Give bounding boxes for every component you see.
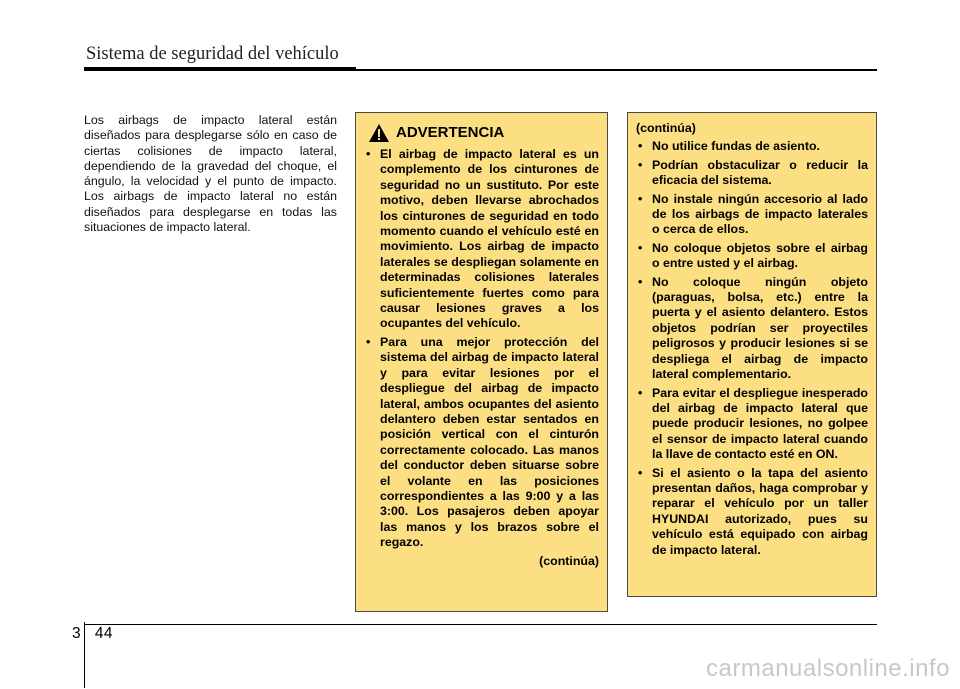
page-number [72,625,113,643]
header-rule [84,67,356,71]
continuation-item: • No instale ningún accesorio al lado de los airbags de impacto laterales o cerca de ellos. [636,192,868,238]
continuation-item: • No utilice fundas de asiento. [636,139,868,154]
warning-header [368,123,599,143]
continuation-item: • Podrían obstaculizar o reducir la eficacia del sistema. [636,158,868,189]
warning-list [364,147,599,551]
continuation-list [636,139,868,558]
warning-box [355,112,608,612]
warning-item: • Para una mejor protección del sistema del airbag de impacto lateral y para evitar lesiones por el despliegue del airbag de impacto lateral, ambos ocupantes del asiento delantero deben estar sentados en posición vertical con el cinturón correctamente colocado. Las manos del conductor deben situarse sobre el volante en las posiciones correspondientes a las 9:00 y a las 3:00. Los pasajeros deben apoyar las manos y los brazos sobre el regazo. [364,335,599,551]
continuation-item: • No coloque objetos sobre el airbag o entre usted y el airbag. [636,241,868,272]
continuation-box [627,112,877,597]
page-title: Sistema de seguridad del vehículo [86,44,339,64]
continuation-item: • Si el asiento o la tapa del asiento presentan daños, haga comprobar y reparar el vehículo por un taller HYUNDAI autorizado, pues su vehículo está equipado con airbag de impacto lateral. [636,466,868,558]
chapter-number: 3 [72,625,81,642]
continuation-item: • No coloque ningún objeto (paraguas, bolsa, etc.) entre la puerta y el asiento delantero. Estos objetos podrían ser proyectiles peligrosos y producir lesiones si se despliega el airbag de impacto lateral complementario. [636,275,868,383]
continues-label: (continúa) [539,553,599,568]
continuation-item: • Para evitar el despliegue inesperado del airbag de impacto lateral que puede producir lesiones, no golpee el sensor de impacto lateral cuando la llave de contacto esté en ON. [636,386,868,463]
warning-title: ADVERTENCIA [396,124,505,142]
footer-rule [84,624,877,625]
intro-paragraph: Los airbags de impacto lateral están diseñados para desplegarse sólo en caso de ciertas colisiones de impacto lateral, dependiendo de la gravedad del choque, el ángulo, la velocidad y el punto de impacto. Los airbags de impacto lateral no están diseñados para desplegarse en todas las situaciones de impacto lateral. [84,113,337,235]
warning-item: • El airbag de impacto lateral es un complemento de los cinturones de seguridad no un sustituto. Por este motivo, deben llevarse abrochados los cinturones de seguridad en todo momento cuando el vehículo esté en movimiento. Los airbag de impacto laterales se despliegan solamente en determinadas colisiones laterales suficientemente fuertes como para causar lesiones graves a los ocupantes del vehículo. [364,147,599,332]
warning-triangle-icon [368,123,390,143]
page-num: 44 [94,625,113,642]
continuation-heading: (continúa) [636,121,696,135]
header-rule-thin [356,69,877,71]
watermark: carmanualsonline.info [706,655,950,682]
